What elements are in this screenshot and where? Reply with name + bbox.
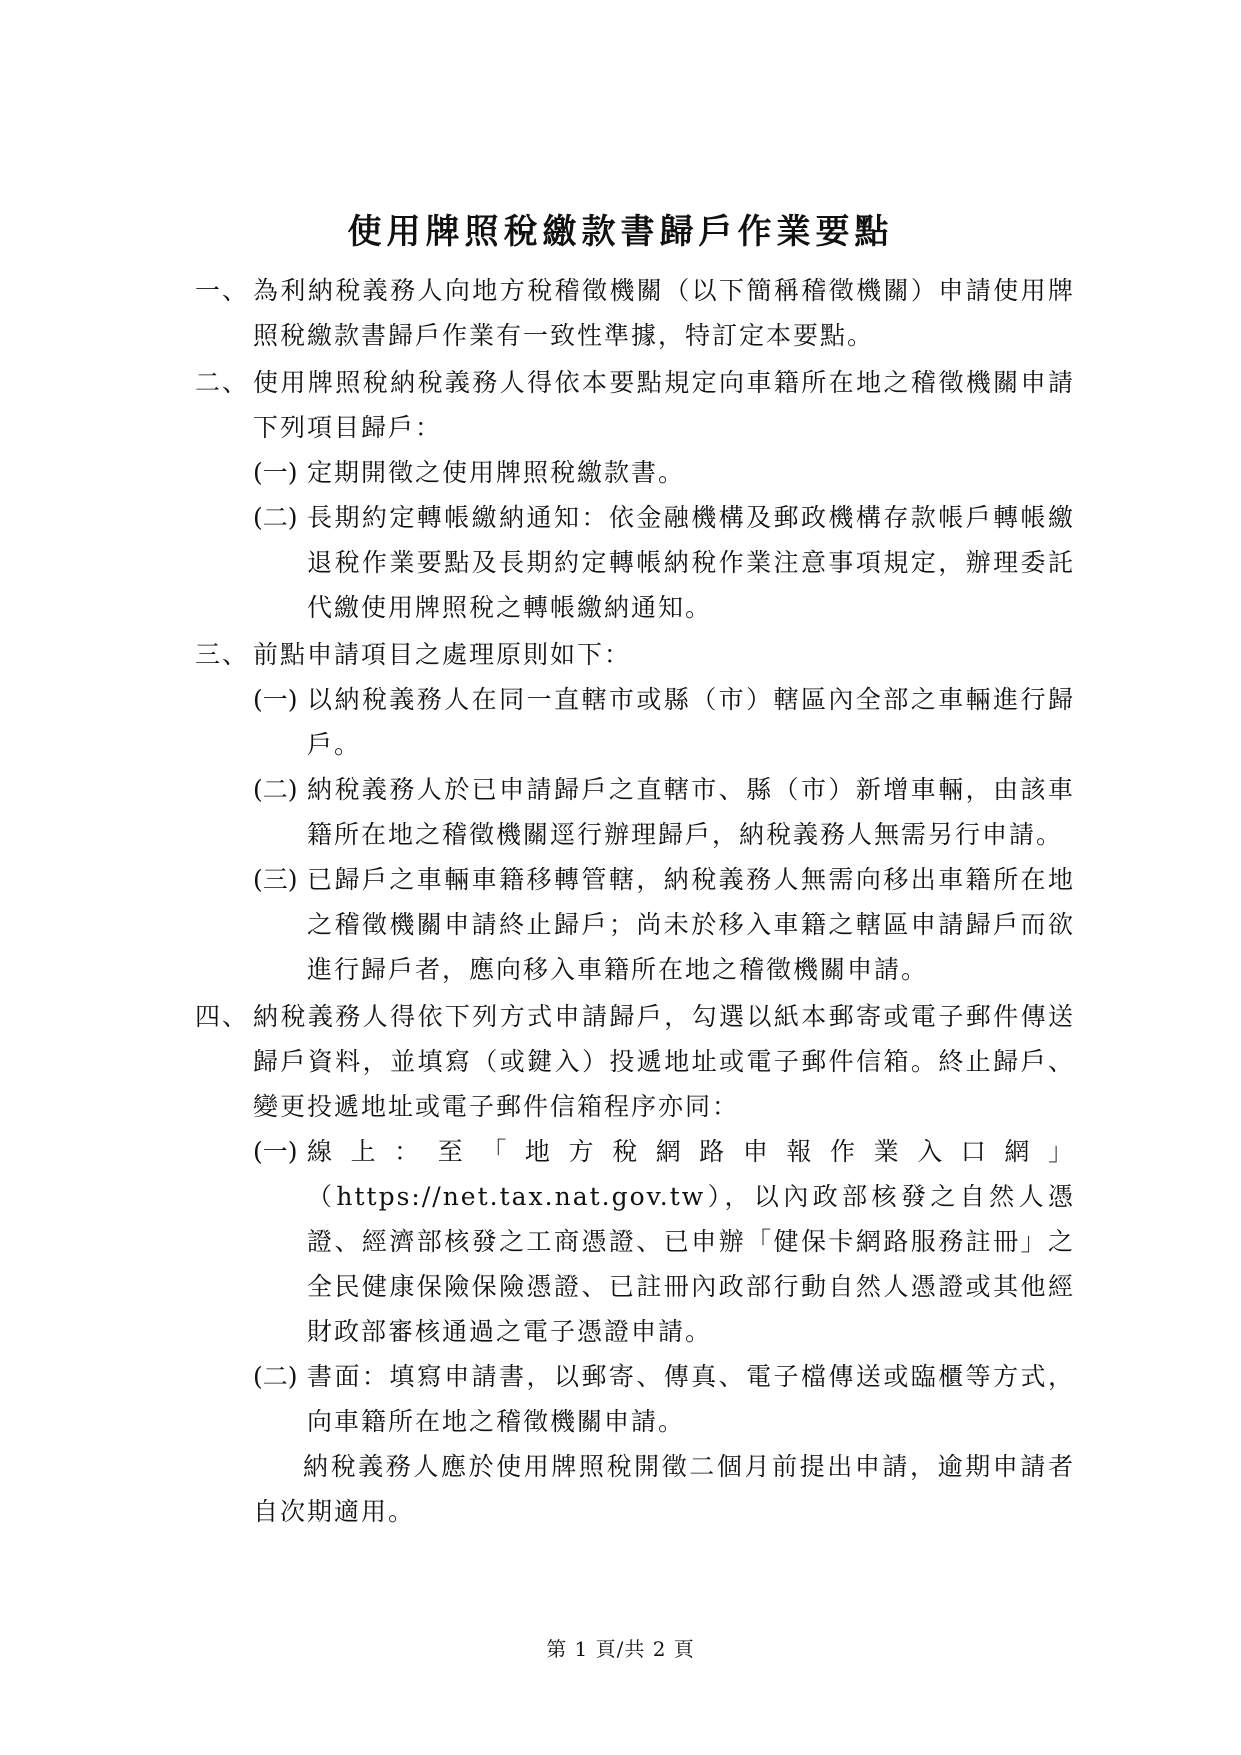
- section-note: 納稅義務人應於使用牌照稅開徵二個月前提出申請，逾期申請者自次期適用。: [253, 1452, 1075, 1526]
- section-number: 二、: [195, 368, 250, 397]
- section-text: 前點申請項目之處理原則如下：: [253, 640, 632, 669]
- section-text: 為利納稅義務人向地方稅稽徵機關（以下簡稱稽徵機關）申請使用牌照稅繳款書歸戶作業有一致性準據，特訂定本要點。: [253, 276, 1075, 350]
- document-body: [195, 268, 1075, 1534]
- item-text: 線上：至「地方稅網路申報作業入口網」（https://net.tax.nat.gov.tw），以內政部核發之自然人憑證、經濟部核發之工商憑證、已申辦「健保卡網路服務註冊」之全民健康保險保險憑證、已註冊內政部行動自然人憑證或其他經財政部審核通過之電子憑證申請。: [307, 1137, 1075, 1346]
- item-text: 已歸戶之車輛車籍移轉管轄，納稅義務人無需向移出車籍所在地之稽徵機關申請終止歸戶；尚未於移入車籍之轄區申請歸戶而欲進行歸戶者，應向移入車籍所在地之稽徵機關申請。: [307, 865, 1075, 984]
- item-number: (一): [253, 685, 298, 714]
- list-item: [253, 495, 1075, 630]
- section-2: [195, 360, 1075, 630]
- section-number: 一、: [195, 276, 250, 305]
- item-text: 書面：填寫申請書，以郵寄、傳真、電子檔傳送或臨櫃等方式，向車籍所在地之稽徵機關申請。: [307, 1362, 1075, 1436]
- list-item: [253, 677, 1075, 767]
- item-number: (二): [253, 775, 298, 804]
- list-item: [253, 857, 1075, 992]
- section-text: 使用牌照稅納稅義務人得依本要點規定向車籍所在地之稽徵機關申請下列項目歸戶：: [253, 368, 1075, 442]
- item-text: 以納稅義務人在同一直轄市或縣（市）轄區內全部之車輛進行歸戶。: [307, 685, 1075, 759]
- item-number: (三): [253, 865, 298, 894]
- list-item: [253, 767, 1075, 857]
- list-item: [253, 1129, 1075, 1354]
- item-number: (一): [253, 458, 298, 487]
- section-3: [195, 632, 1075, 992]
- item-text: 長期約定轉帳繳納通知：依金融機構及郵政機構存款帳戶轉帳繳退稅作業要點及長期約定轉帳納稅作業注意事項規定，辦理委託代繳使用牌照稅之轉帳繳納通知。: [307, 503, 1075, 622]
- item-number: (一): [253, 1137, 298, 1166]
- section-number: 三、: [195, 640, 250, 669]
- item-number: (二): [253, 503, 298, 532]
- section-4: [195, 994, 1075, 1534]
- section-1: [195, 268, 1075, 358]
- page-number: 第 1 頁/共 2 頁: [546, 1637, 695, 1661]
- section-text: 納稅義務人得依下列方式申請歸戶，勾選以紙本郵寄或電子郵件傳送歸戶資料，並填寫（或鍵入）投遞地址或電子郵件信箱。終止歸戶、變更投遞地址或電子郵件信箱程序亦同：: [253, 1002, 1075, 1121]
- item-number: (二): [253, 1362, 298, 1391]
- item-text: 定期開徵之使用牌照稅繳款書。: [307, 458, 686, 487]
- list-item: [253, 450, 1075, 495]
- document-title: 使用牌照稅繳款書歸戶作業要點: [347, 212, 894, 252]
- section-number: 四、: [195, 1002, 250, 1031]
- list-item: [253, 1354, 1075, 1444]
- item-text: 納稅義務人於已申請歸戶之直轄市、縣（市）新增車輛，由該車籍所在地之稽徵機關逕行辦理歸戶，納稅義務人無需另行申請。: [307, 775, 1075, 849]
